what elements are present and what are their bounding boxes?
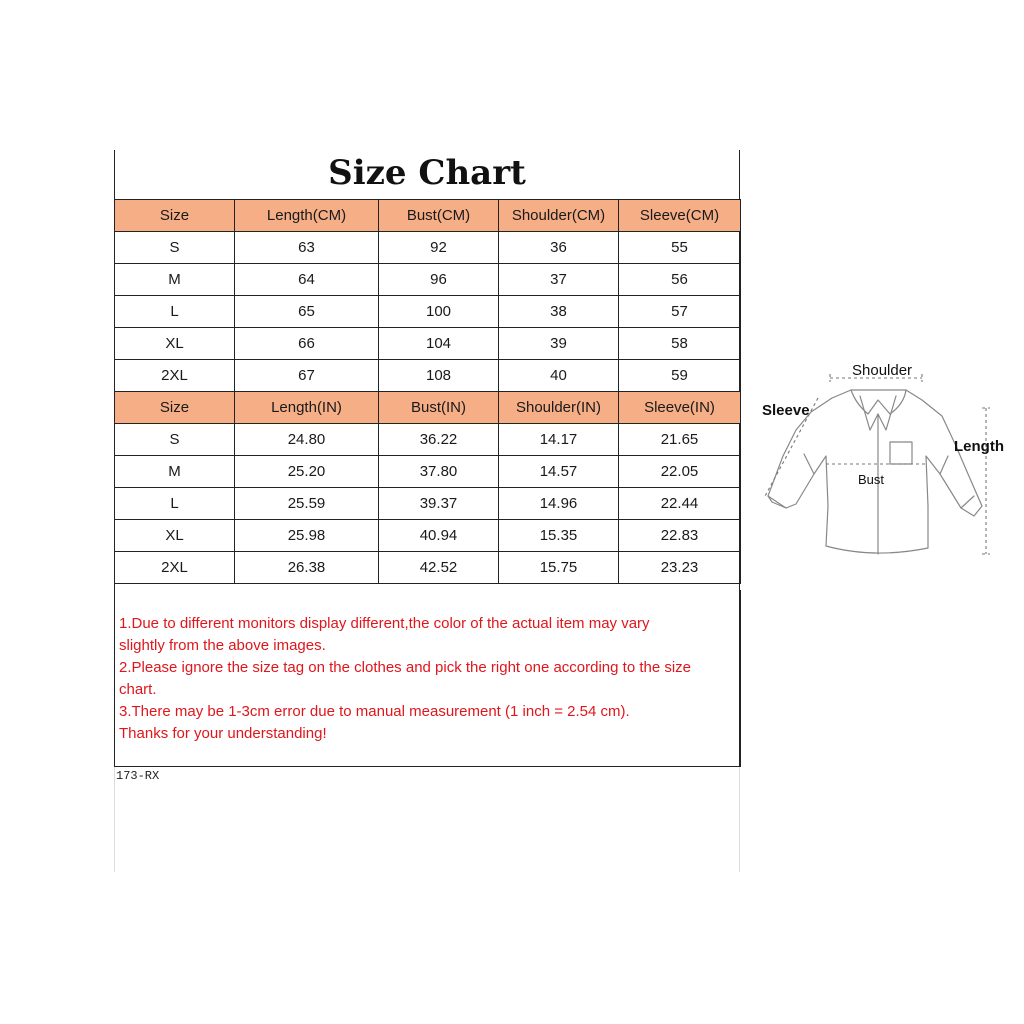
column-header: Bust(CM) — [379, 200, 499, 232]
table-cell: 39 — [499, 328, 619, 360]
measurement-diagram — [756, 356, 1012, 566]
table-cell: 64 — [235, 264, 379, 296]
table-row — [115, 264, 741, 296]
column-header: Shoulder(IN) — [499, 392, 619, 424]
column-header: Length(IN) — [235, 392, 379, 424]
table-cell: 59 — [619, 360, 741, 392]
table-cell: 36.22 — [379, 424, 499, 456]
table-row — [115, 424, 741, 456]
table-cell: S — [115, 232, 235, 264]
table-cell: 25.59 — [235, 488, 379, 520]
note-line: 1.Due to different monitors display different,the color of the actual item may vary — [119, 615, 650, 632]
note-line: Thanks for your understanding! — [119, 725, 327, 742]
table-row — [115, 232, 741, 264]
page-title: Size Chart — [328, 153, 526, 193]
table-cell: 104 — [379, 328, 499, 360]
shoulder-label: Shoulder — [852, 362, 913, 379]
table-cell: S — [115, 424, 235, 456]
column-header: Size — [115, 200, 235, 232]
frame-border-left-faint — [114, 766, 115, 872]
table-cell: 24.80 — [235, 424, 379, 456]
table-cell: 37 — [499, 264, 619, 296]
cm-header-row — [115, 200, 741, 232]
table-cell: 40.94 — [379, 520, 499, 552]
note-line: 2.Please ignore the size tag on the clothes and pick the right one according to the size — [119, 659, 692, 676]
table-cell: XL — [115, 328, 235, 360]
notes-box — [114, 590, 741, 767]
table-cell: M — [115, 456, 235, 488]
table-cell: 2XL — [115, 360, 235, 392]
column-header: Sleeve(CM) — [619, 200, 741, 232]
note-line: chart. — [119, 681, 157, 698]
table-row — [115, 488, 741, 520]
table-cell: M — [115, 264, 235, 296]
table-cell: 38 — [499, 296, 619, 328]
table-cell: 25.20 — [235, 456, 379, 488]
table-cell: 58 — [619, 328, 741, 360]
table-cell: 14.57 — [499, 456, 619, 488]
table-cell: 2XL — [115, 552, 235, 584]
sleeve-label: Sleeve — [762, 402, 810, 419]
length-label: Length — [954, 438, 1004, 455]
table-cell: 67 — [235, 360, 379, 392]
table-cell: L — [115, 296, 235, 328]
table-row — [115, 552, 741, 584]
table-row — [115, 520, 741, 552]
table-cell: 25.98 — [235, 520, 379, 552]
table-cell: L — [115, 488, 235, 520]
table-row — [115, 456, 741, 488]
table-cell: 56 — [619, 264, 741, 296]
size-chart-frame — [114, 150, 740, 872]
table-cell: 63 — [235, 232, 379, 264]
product-code: 173-RX — [116, 769, 160, 783]
column-header: Sleeve(IN) — [619, 392, 741, 424]
shirt-measurement-icon — [756, 356, 1012, 566]
column-header: Size — [115, 392, 235, 424]
bust-label: Bust — [858, 472, 885, 487]
table-cell: 22.83 — [619, 520, 741, 552]
table-cell: 92 — [379, 232, 499, 264]
frame-border-right-faint — [739, 766, 740, 872]
table-cell: 42.52 — [379, 552, 499, 584]
table-cell: 22.44 — [619, 488, 741, 520]
note-line: 3.There may be 1-3cm error due to manual measurement (1 inch = 2.54 cm). — [119, 703, 630, 720]
table-cell: 39.37 — [379, 488, 499, 520]
table-cell: XL — [115, 520, 235, 552]
in-header-row — [115, 392, 741, 424]
size-table — [114, 199, 741, 584]
table-cell: 96 — [379, 264, 499, 296]
table-cell: 22.05 — [619, 456, 741, 488]
table-cell: 15.35 — [499, 520, 619, 552]
table-row — [115, 360, 741, 392]
table-cell: 14.96 — [499, 488, 619, 520]
table-cell: 40 — [499, 360, 619, 392]
table-cell: 66 — [235, 328, 379, 360]
table-cell: 14.17 — [499, 424, 619, 456]
table-cell: 21.65 — [619, 424, 741, 456]
table-row — [115, 296, 741, 328]
table-cell: 100 — [379, 296, 499, 328]
table-cell: 57 — [619, 296, 741, 328]
column-header: Bust(IN) — [379, 392, 499, 424]
note-line: slightly from the above images. — [119, 637, 326, 654]
table-cell: 36 — [499, 232, 619, 264]
table-cell: 65 — [235, 296, 379, 328]
column-header: Length(CM) — [235, 200, 379, 232]
table-cell: 55 — [619, 232, 741, 264]
table-cell: 37.80 — [379, 456, 499, 488]
table-row — [115, 328, 741, 360]
table-cell: 26.38 — [235, 552, 379, 584]
column-header: Shoulder(CM) — [499, 200, 619, 232]
table-cell: 23.23 — [619, 552, 741, 584]
table-cell: 15.75 — [499, 552, 619, 584]
table-cell: 108 — [379, 360, 499, 392]
